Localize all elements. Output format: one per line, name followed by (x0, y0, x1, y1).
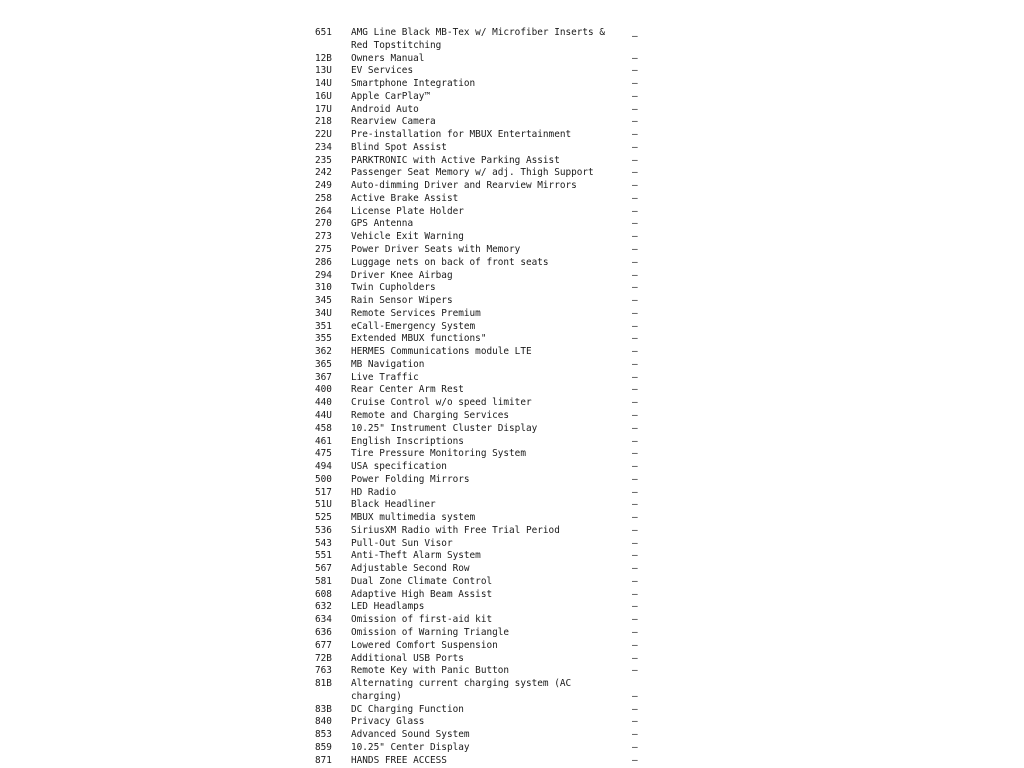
option-description: GPS Antenna (351, 218, 414, 230)
option-row (315, 116, 645, 129)
option-price: — (632, 397, 638, 409)
option-description: English Inscriptions (351, 435, 464, 447)
option-code: 264 (315, 205, 332, 217)
option-code: 362 (315, 346, 332, 358)
option-price: — (632, 167, 638, 179)
option-description: Adjustable Second Row (351, 563, 470, 575)
option-price: — (632, 575, 638, 587)
option-code: 525 (315, 512, 332, 524)
option-row (315, 295, 645, 308)
option-row (315, 627, 645, 640)
option-row (315, 410, 645, 423)
option-description: Rear Center Arm Rest (351, 384, 464, 396)
option-code: 536 (315, 524, 332, 536)
option-price: — (632, 78, 638, 90)
option-row (315, 601, 645, 614)
option-description: Owners Manual (351, 52, 425, 64)
option-price: — (632, 499, 638, 511)
option-code: 258 (315, 192, 332, 204)
option-code: 581 (315, 575, 332, 587)
option-price: — (632, 307, 638, 319)
option-price: — (632, 282, 638, 294)
option-description: Black Headliner (351, 499, 436, 511)
option-description: AMG Line Black MB-Tex w/ Microfiber Inserts & Red Topstitching (351, 27, 605, 51)
option-row (315, 91, 645, 104)
option-row (315, 372, 645, 385)
option-row (315, 206, 645, 219)
option-description: Passenger Seat Memory w/ adj. Thigh Support (351, 167, 594, 179)
option-price: — (632, 665, 638, 677)
option-row (315, 436, 645, 449)
option-description: Luggage nets on back of front seats (351, 256, 549, 268)
option-price: — (632, 180, 638, 192)
option-code: 400 (315, 384, 332, 396)
option-row (315, 487, 645, 500)
option-price: — (632, 563, 638, 575)
option-description: Advanced Sound System (351, 729, 470, 741)
option-price: — (632, 205, 638, 217)
option-code: 16U (315, 90, 332, 102)
option-price: — (632, 320, 638, 332)
option-price: — (632, 295, 638, 307)
option-code: 840 (315, 716, 332, 728)
option-description: License Plate Holder (351, 205, 464, 217)
option-price: — (632, 448, 638, 460)
option-description: Extended MBUX functions" (351, 333, 487, 345)
option-code: 270 (315, 218, 332, 230)
option-description: Remote Key with Panic Button (351, 665, 510, 677)
option-description: Vehicle Exit Warning (351, 231, 464, 243)
option-price: — (632, 703, 638, 715)
option-row (315, 704, 645, 717)
option-row (315, 180, 645, 193)
option-description: USA specification (351, 461, 447, 473)
option-code: 13U (315, 65, 332, 77)
option-code: 763 (315, 665, 332, 677)
option-description: Anti-Theft Alarm System (351, 550, 481, 562)
option-description: Omission of Warning Triangle (351, 626, 510, 638)
option-code: 34U (315, 307, 332, 319)
option-price: — (632, 333, 638, 345)
option-price: — (632, 729, 638, 741)
option-row (315, 678, 645, 704)
option-code: 677 (315, 639, 332, 651)
option-row (315, 308, 645, 321)
option-price: — (632, 588, 638, 600)
option-price: — (632, 384, 638, 396)
option-row (315, 640, 645, 653)
option-description: Rearview Camera (351, 116, 436, 128)
option-price: — (632, 754, 638, 766)
option-code: 286 (315, 256, 332, 268)
option-description: eCall-Emergency System (351, 320, 476, 332)
option-description: PARKTRONIC with Active Parking Assist (351, 154, 560, 166)
option-description: LED Headlamps (351, 601, 425, 613)
option-description: Driver Knee Airbag (351, 269, 453, 281)
option-price: — (632, 614, 638, 626)
option-row (315, 550, 645, 563)
option-description: Dual Zone Climate Control (351, 575, 493, 587)
option-price: — (632, 154, 638, 166)
option-description: MBUX multimedia system (351, 512, 476, 524)
option-description: HANDS FREE ACCESS (351, 754, 447, 766)
option-row (315, 525, 645, 538)
option-row (315, 589, 645, 602)
option-price: — (632, 473, 638, 485)
option-code: 81B (315, 678, 332, 690)
option-description: Additional USB Ports (351, 652, 464, 664)
option-code: 234 (315, 141, 332, 153)
option-row (315, 563, 645, 576)
option-row (315, 155, 645, 168)
option-row (315, 78, 645, 91)
option-price: — (632, 31, 638, 42)
option-price: — (632, 218, 638, 230)
option-row (315, 742, 645, 755)
option-price: — (632, 129, 638, 141)
option-description: Blind Spot Assist (351, 141, 447, 153)
option-code: 51U (315, 499, 332, 511)
option-description: HD Radio (351, 486, 397, 498)
option-row (315, 270, 645, 283)
option-code: 440 (315, 397, 332, 409)
option-row (315, 538, 645, 551)
option-code: 365 (315, 358, 332, 370)
option-code: 543 (315, 537, 332, 549)
options-list (315, 27, 645, 767)
option-row (315, 448, 645, 461)
option-code: 12B (315, 52, 332, 64)
option-row (315, 218, 645, 231)
option-code: 310 (315, 282, 332, 294)
option-code: 632 (315, 601, 332, 613)
option-row (315, 499, 645, 512)
option-row (315, 193, 645, 206)
option-description: Apple CarPlay™ (351, 90, 431, 102)
option-row (315, 129, 645, 142)
option-code: 461 (315, 435, 332, 447)
option-price: — (632, 550, 638, 562)
option-code: 44U (315, 409, 332, 421)
option-code: 871 (315, 754, 332, 766)
option-price: — (632, 358, 638, 370)
option-price: — (632, 256, 638, 268)
option-code: 859 (315, 741, 332, 753)
option-code: 218 (315, 116, 332, 128)
option-price: — (632, 269, 638, 281)
option-row (315, 244, 645, 257)
option-description: Live Traffic (351, 371, 419, 383)
option-description: Auto-dimming Driver and Rearview Mirrors (351, 180, 577, 192)
option-row (315, 716, 645, 729)
option-description: Active Brake Assist (351, 192, 459, 204)
option-price: — (632, 716, 638, 728)
option-price: — (632, 52, 638, 64)
option-row (315, 755, 645, 768)
option-description: Pre-installation for MBUX Entertainment (351, 129, 572, 141)
option-price: — (632, 346, 638, 358)
option-row (315, 167, 645, 180)
option-code: 651 (315, 27, 332, 38)
option-row (315, 384, 645, 397)
option-row (315, 397, 645, 410)
option-price: — (632, 244, 638, 256)
option-description: Remote Services Premium (351, 307, 481, 319)
option-row (315, 257, 645, 270)
option-row (315, 359, 645, 372)
option-row (315, 653, 645, 666)
option-code: 294 (315, 269, 332, 281)
option-code: 22U (315, 129, 332, 141)
option-code: 551 (315, 550, 332, 562)
option-description: Cruise Control w/o speed limiter (351, 397, 532, 409)
option-row (315, 512, 645, 525)
option-code: 355 (315, 333, 332, 345)
option-price: — (632, 231, 638, 243)
option-row (315, 321, 645, 334)
option-code: 275 (315, 244, 332, 256)
option-price: — (632, 537, 638, 549)
option-description: Power Driver Seats with Memory (351, 244, 521, 256)
option-price: — (632, 422, 638, 434)
option-row (315, 282, 645, 295)
option-code: 235 (315, 154, 332, 166)
option-description: Rain Sensor Wipers (351, 295, 453, 307)
option-description: Smartphone Integration (351, 78, 476, 90)
option-row (315, 53, 645, 66)
option-price: — (632, 512, 638, 524)
option-code: 17U (315, 103, 332, 115)
option-code: 494 (315, 461, 332, 473)
option-code: 249 (315, 180, 332, 192)
option-price: — (632, 486, 638, 498)
option-price: — (632, 461, 638, 473)
option-price: — (632, 601, 638, 613)
option-description: Lowered Comfort Suspension (351, 639, 498, 651)
option-price: — (632, 639, 638, 651)
option-description: MB Navigation (351, 358, 425, 370)
option-code: 242 (315, 167, 332, 179)
option-row (315, 665, 645, 678)
option-description: Alternating current charging system (AC charging) (351, 678, 572, 702)
option-description: Adaptive High Beam Assist (351, 588, 493, 600)
option-code: 500 (315, 473, 332, 485)
option-description: Privacy Glass (351, 716, 425, 728)
option-row (315, 333, 645, 346)
option-code: 273 (315, 231, 332, 243)
option-description: EV Services (351, 65, 414, 77)
option-price: — (632, 690, 638, 702)
option-code: 72B (315, 652, 332, 664)
option-price: — (632, 116, 638, 128)
option-row (315, 614, 645, 627)
option-row (315, 142, 645, 155)
option-code: 475 (315, 448, 332, 460)
option-row (315, 576, 645, 589)
option-description: Omission of first-aid kit (351, 614, 493, 626)
option-code: 458 (315, 422, 332, 434)
option-code: 853 (315, 729, 332, 741)
option-price: — (632, 141, 638, 153)
option-code: 345 (315, 295, 332, 307)
option-code: 367 (315, 371, 332, 383)
option-row (315, 729, 645, 742)
option-price: — (632, 435, 638, 447)
option-description: DC Charging Function (351, 703, 464, 715)
option-code: 14U (315, 78, 332, 90)
option-code: 634 (315, 614, 332, 626)
option-description: Pull-Out Sun Visor (351, 537, 453, 549)
option-row (315, 65, 645, 78)
option-price: — (632, 90, 638, 102)
option-description: Twin Cupholders (351, 282, 436, 294)
option-price: — (632, 103, 638, 115)
option-price: — (632, 652, 638, 664)
option-code: 351 (315, 320, 332, 332)
option-price: — (632, 65, 638, 77)
option-code: 636 (315, 626, 332, 638)
option-description: SiriusXM Radio with Free Trial Period (351, 524, 560, 536)
option-row (315, 346, 645, 359)
option-code: 567 (315, 563, 332, 575)
option-description: HERMES Communications module LTE (351, 346, 532, 358)
option-price: — (632, 741, 638, 753)
option-row (315, 461, 645, 474)
option-price: — (632, 192, 638, 204)
option-description: Remote and Charging Services (351, 409, 510, 421)
option-row (315, 231, 645, 244)
option-row (315, 27, 645, 53)
option-price: — (632, 626, 638, 638)
option-description: Android Auto (351, 103, 419, 115)
option-description: 10.25" Instrument Cluster Display (351, 422, 538, 434)
option-code: 83B (315, 703, 332, 715)
option-price: — (632, 371, 638, 383)
option-code: 608 (315, 588, 332, 600)
option-price: — (632, 409, 638, 421)
option-description: Tire Pressure Monitoring System (351, 448, 526, 460)
option-row (315, 423, 645, 436)
option-row (315, 474, 645, 487)
option-row (315, 104, 645, 117)
option-description: Power Folding Mirrors (351, 473, 470, 485)
option-description: 10.25" Center Display (351, 741, 470, 753)
option-code: 517 (315, 486, 332, 498)
option-price: — (632, 524, 638, 536)
